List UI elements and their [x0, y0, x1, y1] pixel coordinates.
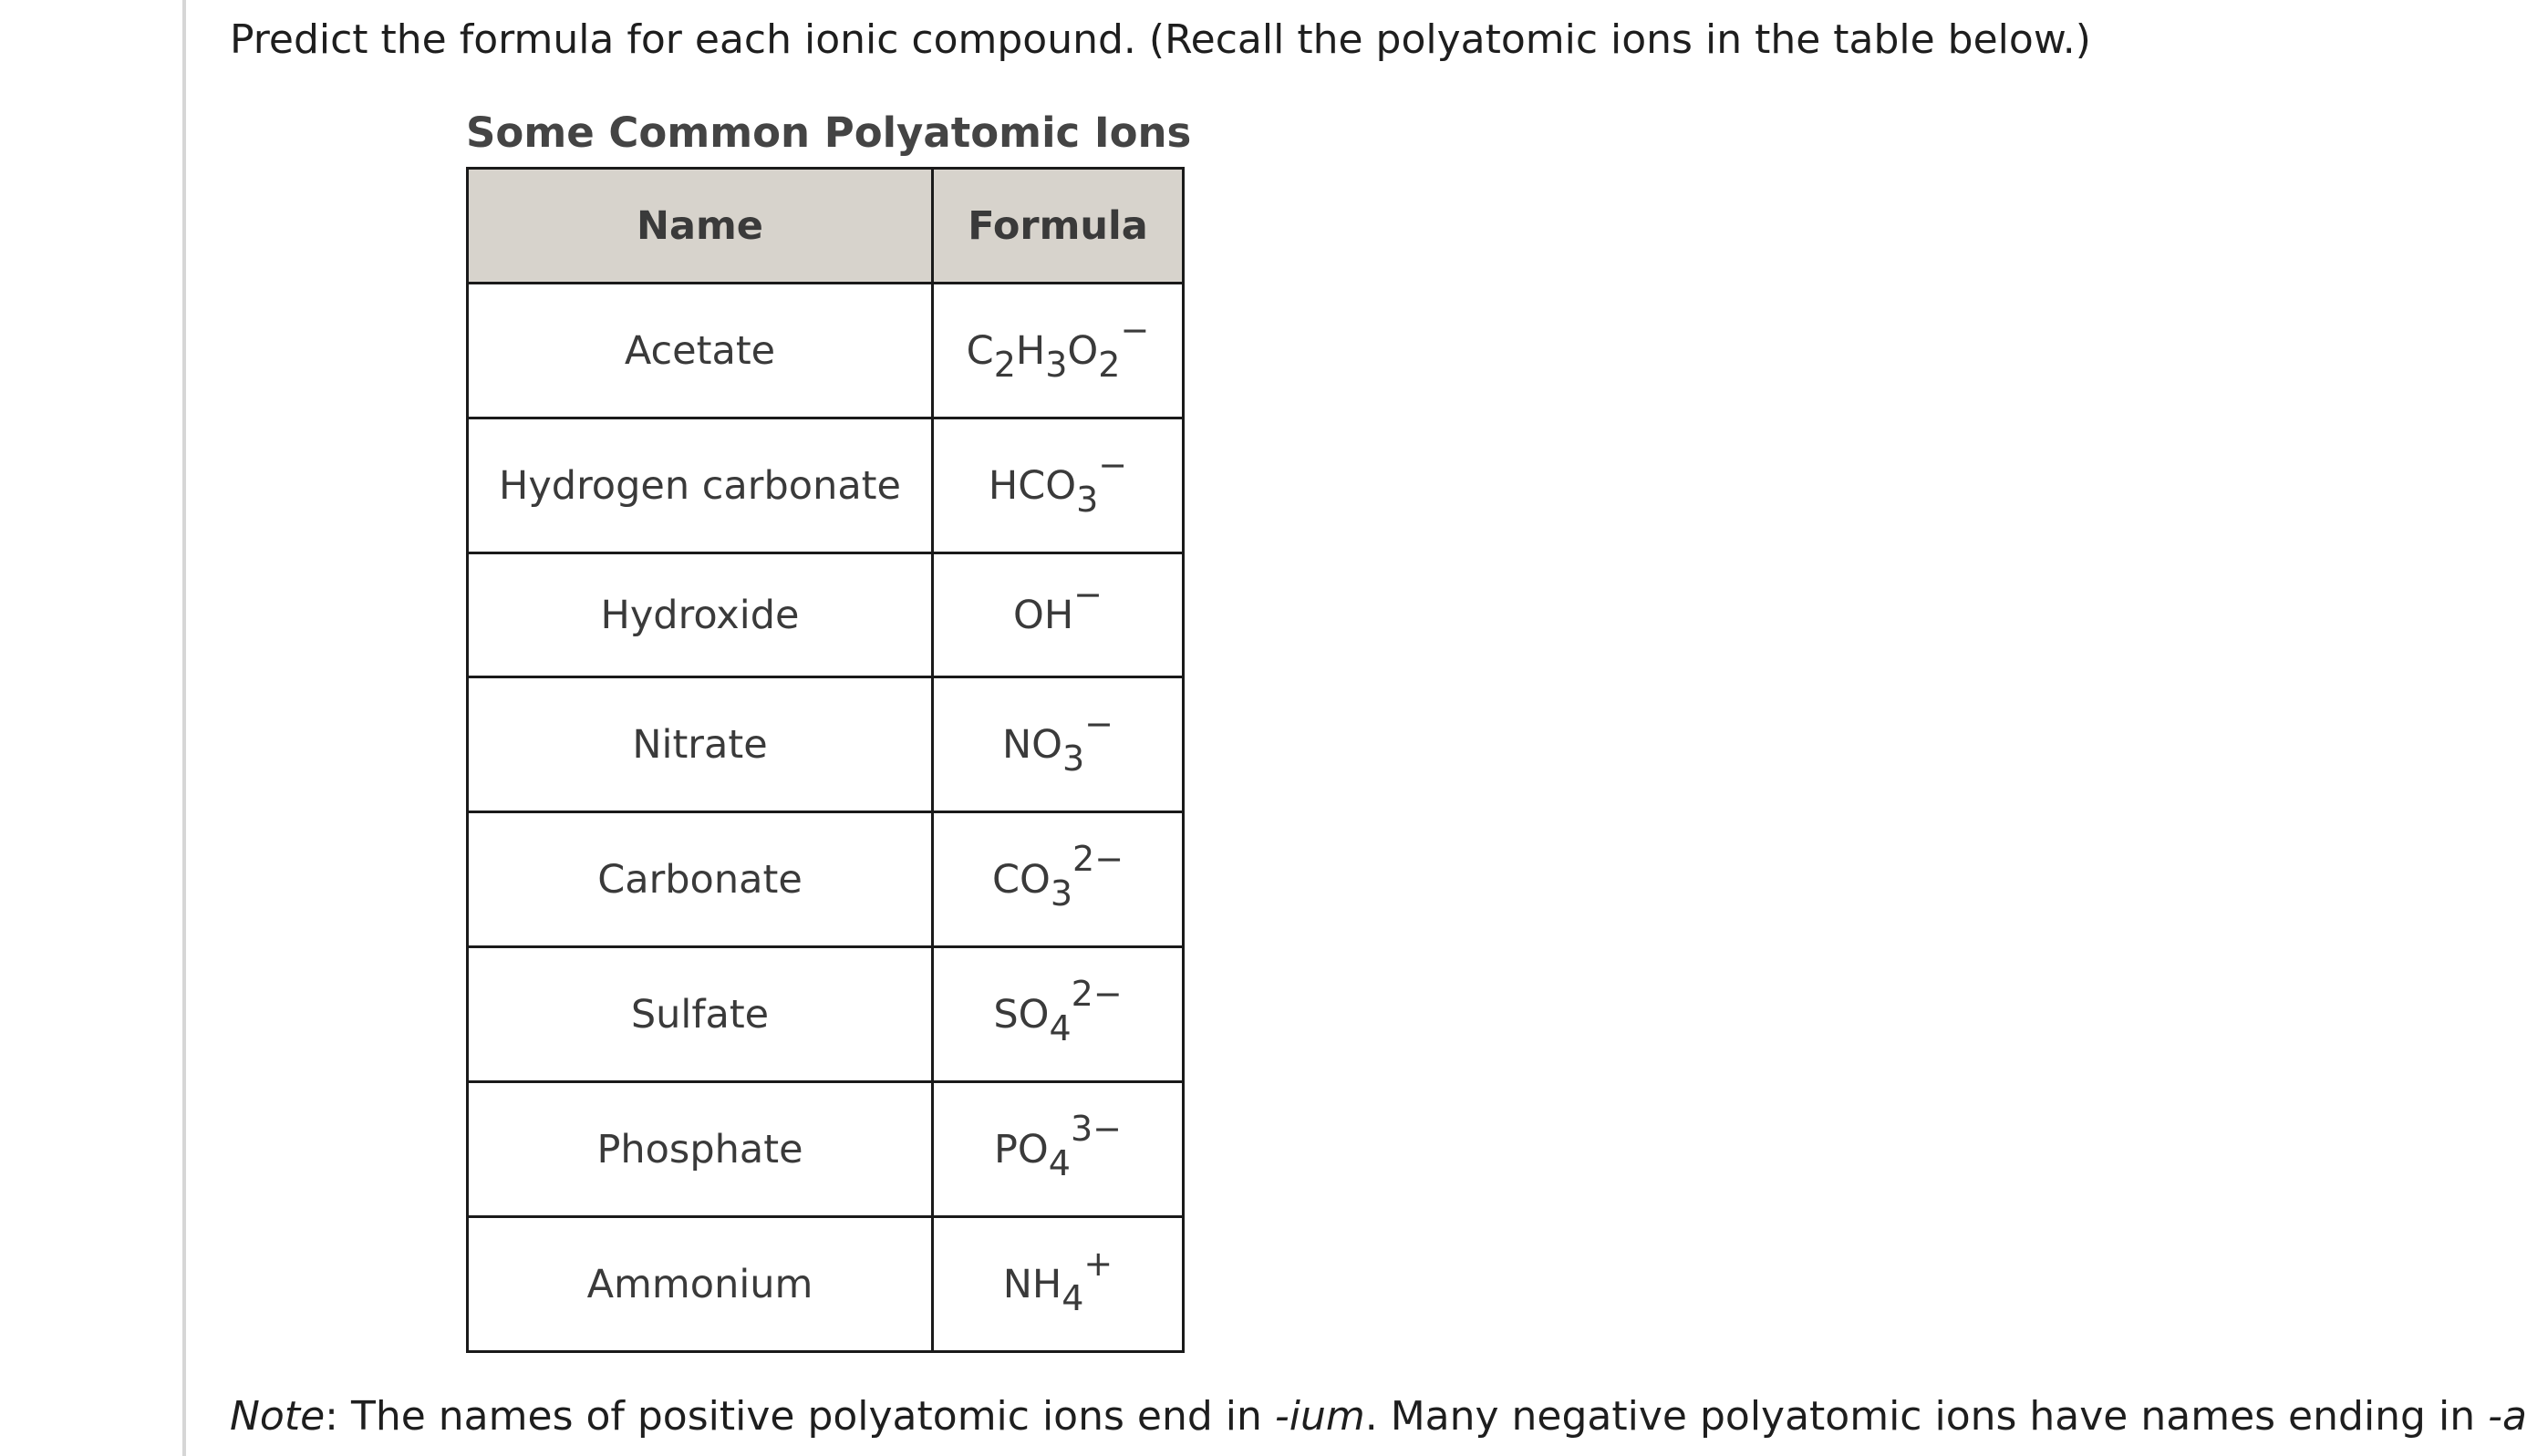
table-row: [468, 812, 1184, 947]
ion-formula-cell: [933, 1217, 1184, 1352]
note-ending-truncated: -a: [2488, 1393, 2527, 1440]
formula-charge: −: [1098, 444, 1128, 485]
table-caption: Some Common Polyatomic Ions: [466, 108, 1192, 157]
ion-name-cell: Phosphate: [468, 1082, 933, 1217]
formula-charge: 3−: [1070, 1108, 1122, 1149]
formula-element: HCO: [988, 462, 1077, 509]
formula-subscript: 4: [1048, 1142, 1071, 1183]
formula-subscript: 3: [1062, 738, 1085, 779]
ion-name-cell: Hydroxide: [468, 553, 933, 677]
table-row: [468, 1217, 1184, 1352]
header-formula: Formula: [933, 169, 1184, 284]
ion-formula-cell: [933, 812, 1184, 947]
left-border-rule: [182, 0, 186, 1456]
note-text: [230, 1389, 2527, 1444]
formula-charge: −: [1073, 573, 1103, 614]
formula-subscript: 3: [1045, 344, 1068, 385]
header-name: Name: [468, 169, 933, 284]
formula-subscript: 3: [1076, 479, 1099, 520]
ion-name-cell: Carbonate: [468, 812, 933, 947]
instruction-text: Predict the formula for each ionic compound. (Recall the polyatomic ions in the table below.): [230, 16, 2091, 63]
formula-element: OH: [1012, 592, 1074, 638]
table-body: [468, 284, 1184, 1352]
formula-charge: 2−: [1071, 973, 1123, 1014]
table-row: [468, 418, 1184, 553]
ion-name-cell: Nitrate: [468, 677, 933, 812]
table-header-row: [468, 169, 1184, 284]
formula-element: SO: [993, 991, 1050, 1038]
ion-formula-cell: [933, 947, 1184, 1082]
formula-charge: −: [1084, 703, 1114, 744]
table-row: [468, 1082, 1184, 1217]
ion-formula-cell: [933, 553, 1184, 677]
ion-name-cell: Hydrogen carbonate: [468, 418, 933, 553]
ion-name-cell: Acetate: [468, 284, 933, 418]
formula-charge: +: [1083, 1243, 1113, 1284]
table-row: [468, 284, 1184, 418]
note-text-part1: : The names of positive polyatomic ions end in: [325, 1393, 1275, 1440]
formula-subscript: 4: [1062, 1277, 1084, 1318]
formula-subscript: 4: [1049, 1007, 1072, 1048]
ion-formula-cell: [933, 677, 1184, 812]
ion-name-cell: Ammonium: [468, 1217, 933, 1352]
note-label: Note: [230, 1393, 326, 1440]
formula-subscript: 2: [1098, 344, 1121, 385]
note-text-part2: . Many negative polyatomic ions have names ending in: [1364, 1393, 2489, 1440]
formula-element: NH: [1002, 1261, 1062, 1307]
formula-charge: 2−: [1072, 838, 1124, 879]
formula-element: C: [966, 327, 994, 374]
formula-subscript: 3: [1050, 873, 1073, 914]
ion-name-cell: Sulfate: [468, 947, 933, 1082]
formula-charge: −: [1120, 309, 1150, 350]
formula-element: CO: [991, 856, 1051, 903]
ion-formula-cell: [933, 418, 1184, 553]
table-row: [468, 553, 1184, 677]
formula-element: H: [1015, 327, 1046, 374]
table-row: [468, 677, 1184, 812]
formula-subscript: 2: [993, 344, 1016, 385]
ion-formula-cell: [933, 284, 1184, 418]
ion-formula-cell: [933, 1082, 1184, 1217]
formula-element: PO: [994, 1126, 1049, 1172]
table-row: [468, 947, 1184, 1082]
note-ending-ium: -ium: [1274, 1393, 1365, 1440]
formula-element: O: [1067, 327, 1099, 374]
polyatomic-ions-table: [466, 167, 1185, 1353]
formula-element: NO: [1001, 721, 1062, 768]
